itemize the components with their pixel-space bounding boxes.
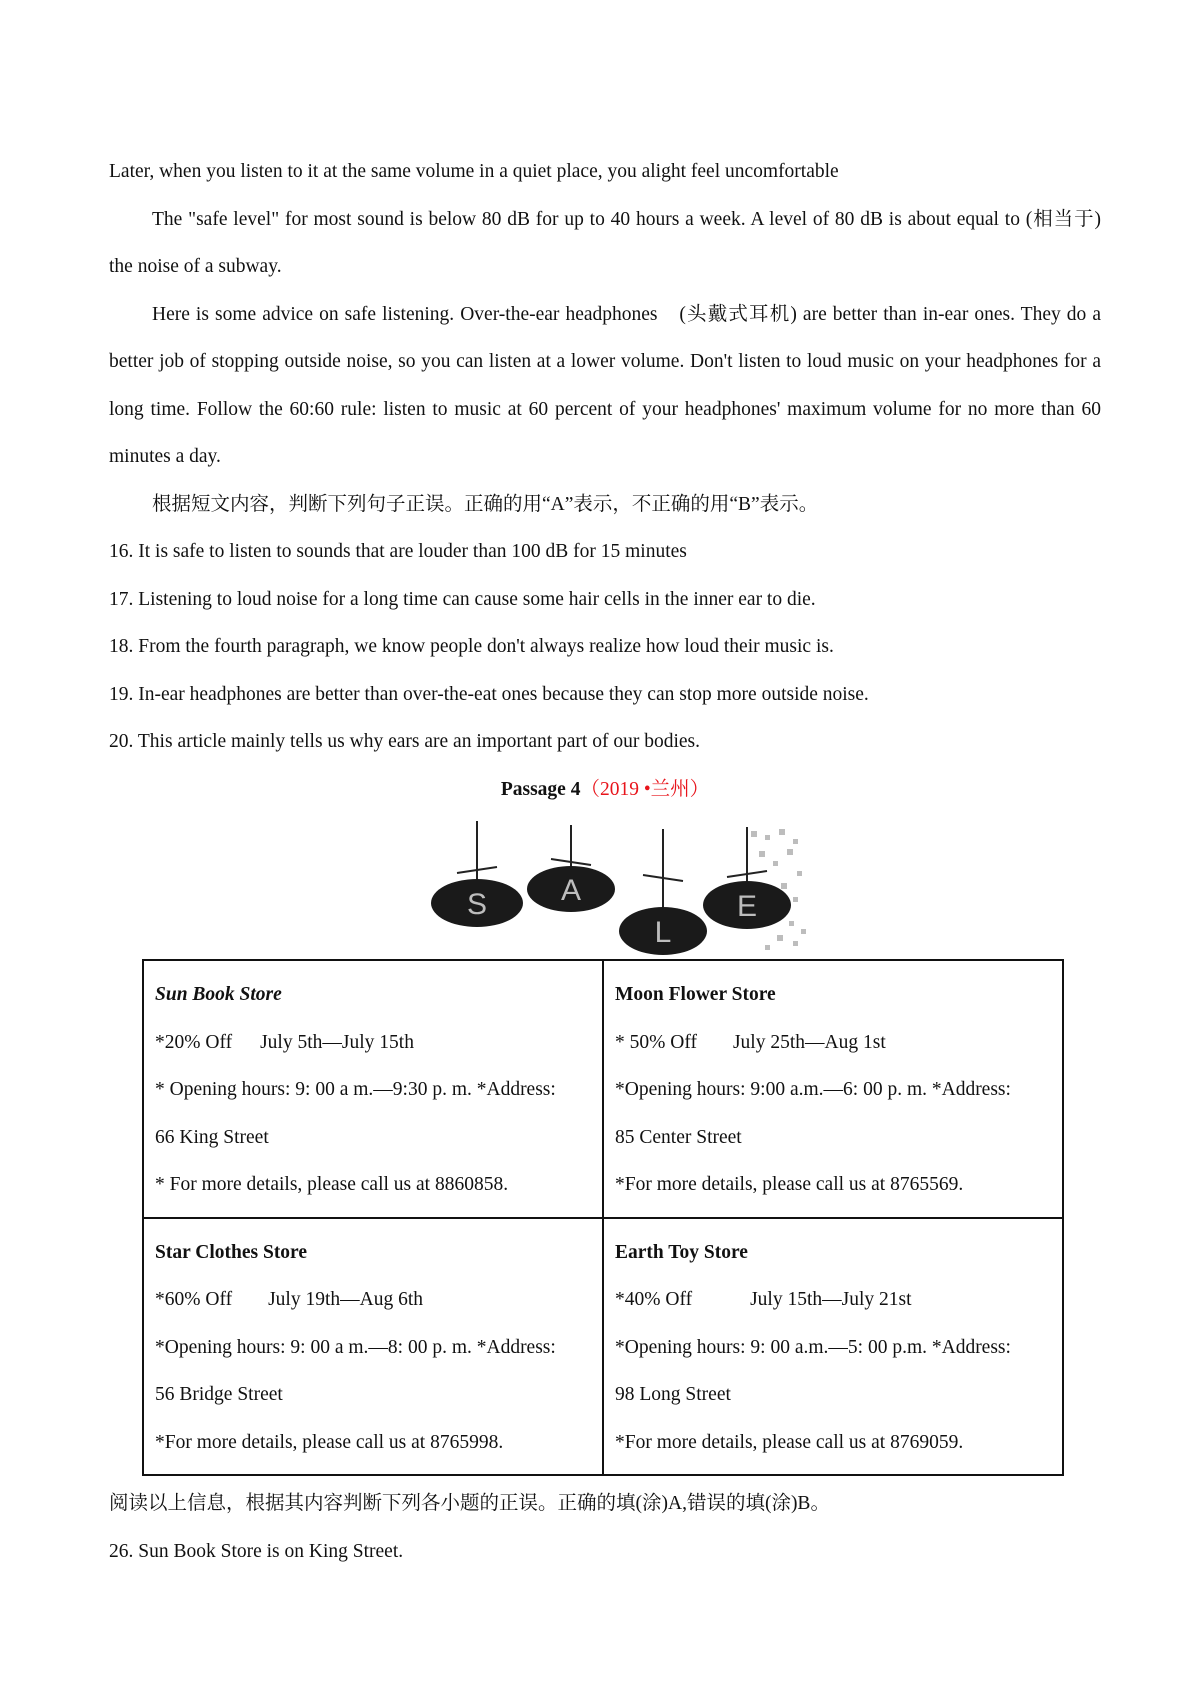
paragraph-safe-level: The "safe level" for most sound is below 80 dB for up to 40 hours a week. A level of 80 dB is about equal to (相当于) the noise of a subway.	[109, 208, 1101, 277]
sale-letter-s: S	[466, 888, 488, 921]
store-contact: *For more details, please call us at 8765998.	[155, 1431, 504, 1453]
store-dates: July 25th—Aug 1st	[732, 1031, 886, 1053]
store-table	[142, 959, 1064, 1476]
store-dates: July 15th—July 21st	[750, 1289, 912, 1310]
store-row	[143, 1218, 1063, 1476]
store-name: Moon Flower Store	[615, 984, 776, 1005]
store-contact: *For more details, please call us at 8769059.	[615, 1431, 964, 1453]
store-dates: July 5th—July 15th	[260, 1031, 414, 1053]
store-discount: *20% Off	[155, 1031, 233, 1053]
store-address: 66 King Street	[155, 1126, 269, 1148]
sale-sign-illustration	[421, 821, 841, 957]
question-20: 20. This article mainly tells us why ears are an important part of our bodies.	[109, 731, 700, 752]
paragraph-continuation: Later, when you listen to it at the same volume in a quiet place, you alight feel uncomfortable	[109, 161, 839, 182]
page-content	[109, 148, 1101, 1575]
paragraph-advice: Here is some advice on safe listening. Over-the-ear headphones (头戴式耳机) are better than in-ear ones. They do a better job of stopping outside noise, so you can listen at a lower volume. Don't listen to loud music on your headphones for a long time. Follow the 60:60 rule: listen to music at 60 percent of your headphones' maximum volume for no more than 60 minutes a day.	[109, 303, 1101, 467]
store-cell-sun-book	[143, 960, 603, 1218]
store-offer	[155, 1019, 592, 1067]
store-discount: * 50% Off	[615, 1031, 697, 1053]
store-contact: *For more details, please call us at 8765569.	[615, 1174, 964, 1195]
store-name: Sun Book Store	[155, 984, 282, 1005]
store-offer	[155, 1276, 592, 1324]
store-address: 85 Center Street	[615, 1126, 742, 1148]
store-row	[143, 960, 1063, 1218]
store-name: Star Clothes Store	[155, 1241, 308, 1263]
store-cell-star-clothes	[143, 1218, 603, 1476]
store-hours: *Opening hours: 9: 00 a m.—8: 00 p. m. *Address:	[155, 1336, 556, 1358]
store-hours: *Opening hours: 9:00 a.m.—6: 00 p. m. *Address:	[615, 1079, 1011, 1100]
passage-4-heading	[109, 766, 1101, 814]
sale-letter-a: A	[560, 874, 582, 907]
store-discount: *60% Off	[155, 1289, 233, 1310]
store-cell-moon-flower	[603, 960, 1063, 1218]
sale-sign-image	[109, 813, 1101, 959]
question-19: 19. In-ear headphones are better than over-the-eat ones because they can stop more outside noise.	[109, 683, 869, 705]
store-hours: * Opening hours: 9: 00 a m.—9:30 p. m. *Address:	[155, 1079, 556, 1100]
store-offer	[615, 1276, 1052, 1324]
passage-source: （2019 •兰州）	[580, 778, 710, 800]
question-16: 16. It is safe to listen to sounds that are louder than 100 dB for 15 minutes	[109, 541, 687, 562]
store-offer	[615, 1019, 1052, 1067]
store-address: 98 Long Street	[615, 1384, 731, 1405]
store-name: Earth Toy Store	[615, 1241, 748, 1263]
instruction-passage-4: 阅读以上信息，根据其内容判断下列各小题的正误。正确的填(涂)A,错误的填(涂)B。	[109, 1493, 830, 1514]
passage-title: Passage 4	[500, 778, 581, 800]
question-18: 18. From the fourth paragraph, we know people don't always realize how loud their music is.	[109, 636, 834, 657]
store-address: 56 Bridge Street	[155, 1384, 283, 1405]
store-contact: * For more details, please call us at 8860858.	[155, 1174, 509, 1195]
store-cell-earth-toy	[603, 1218, 1063, 1476]
store-hours: *Opening hours: 9: 00 a.m.—5: 00 p.m. *Address:	[615, 1336, 1011, 1358]
question-17: 17. Listening to loud noise for a long time can cause some hair cells in the inner ear to die.	[109, 588, 816, 610]
sale-letter-e: E	[736, 890, 758, 923]
store-dates: July 19th—Aug 6th	[268, 1289, 424, 1310]
store-discount: *40% Off	[615, 1289, 693, 1310]
question-26: 26. Sun Book Store is on King Street.	[109, 1540, 404, 1562]
instruction-passage-3: 根据短文内容，判断下列句子正误。正确的用“A”表示，不正确的用“B”表示。	[152, 493, 819, 515]
sale-letter-l: L	[654, 916, 672, 949]
